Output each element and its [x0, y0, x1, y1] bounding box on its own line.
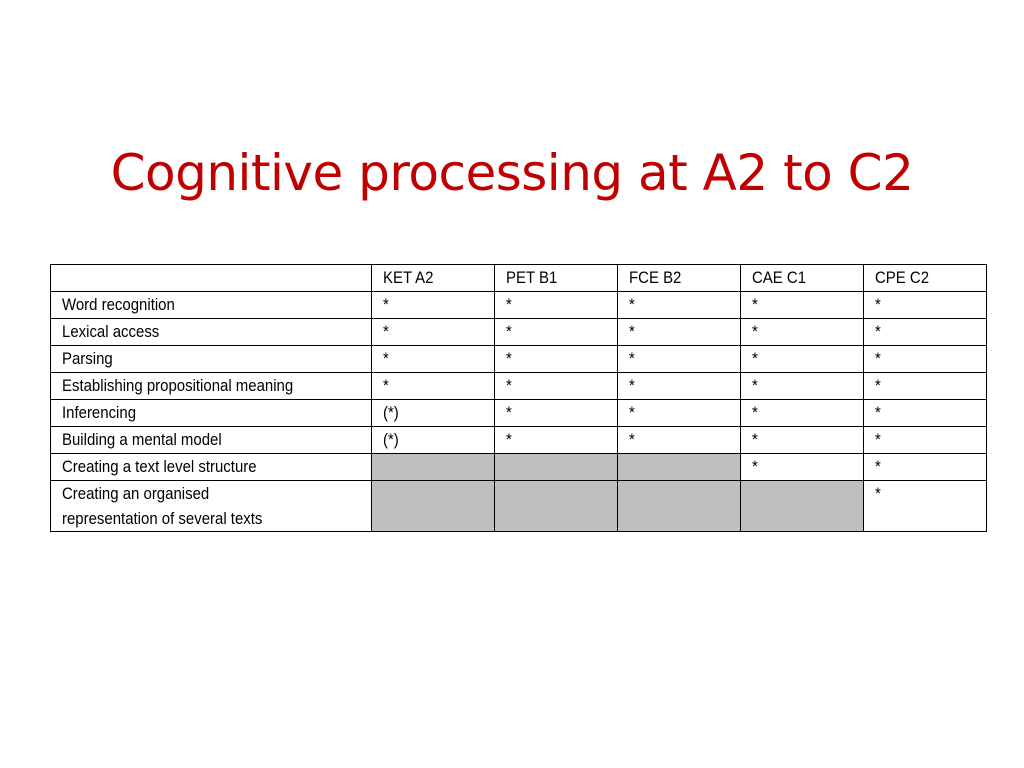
table-cell: *: [618, 373, 741, 400]
table-cell: *: [741, 373, 864, 400]
table-cell: *: [864, 373, 987, 400]
slide-title: Cognitive processing at A2 to C2: [110, 144, 914, 202]
table-cell: *: [864, 292, 987, 319]
table-cell: *: [864, 346, 987, 373]
table-cell: *: [741, 400, 864, 427]
table-row: [51, 346, 987, 373]
shaded-cell: [372, 454, 495, 481]
table-cell: *: [741, 454, 864, 481]
shaded-cell: [495, 481, 618, 532]
table-cell: *: [495, 373, 618, 400]
table-row: [51, 454, 987, 481]
shaded-cell: [618, 454, 741, 481]
row-label: Creating a text level structure: [51, 454, 372, 481]
table-cell: *: [372, 319, 495, 346]
table-cell: *: [618, 400, 741, 427]
table-cell: *: [864, 481, 987, 532]
table-cell: *: [495, 346, 618, 373]
cognitive-processing-table: [50, 264, 987, 532]
header-cell-ket-a2: KET A2: [372, 265, 495, 292]
table-cell: *: [741, 319, 864, 346]
row-label: Creating an organised representation of several texts: [51, 481, 372, 532]
table-cell: *: [618, 292, 741, 319]
table-cell: *: [495, 292, 618, 319]
table-cell: *: [372, 292, 495, 319]
shaded-cell: [372, 481, 495, 532]
row-label: Building a mental model: [51, 427, 372, 454]
table-header-row: [51, 265, 987, 292]
row-label: Lexical access: [51, 319, 372, 346]
header-cell-pet-b1: PET B1: [495, 265, 618, 292]
row-label: Establishing propositional meaning: [51, 373, 372, 400]
header-cell-cpe-c2: CPE C2: [864, 265, 987, 292]
shaded-cell: [495, 454, 618, 481]
table-row: [51, 373, 987, 400]
table-cell: *: [495, 400, 618, 427]
shaded-cell: [741, 481, 864, 532]
table-row: [51, 481, 987, 532]
table-cell: *: [372, 373, 495, 400]
table-cell: *: [618, 319, 741, 346]
header-cell-cae-c1: CAE C1: [741, 265, 864, 292]
table-cell: *: [741, 292, 864, 319]
table-cell: *: [618, 427, 741, 454]
table-cell: *: [864, 400, 987, 427]
table-cell: *: [372, 346, 495, 373]
table-row: [51, 319, 987, 346]
table-cell: *: [864, 427, 987, 454]
table-cell: *: [495, 427, 618, 454]
row-label: Inferencing: [51, 400, 372, 427]
header-cell-fce-b2: FCE B2: [618, 265, 741, 292]
row-label: Parsing: [51, 346, 372, 373]
table-cell: *: [741, 427, 864, 454]
table-cell: *: [864, 454, 987, 481]
header-cell-empty: [51, 265, 372, 292]
table-cell: (*): [372, 427, 495, 454]
table-cell: *: [618, 346, 741, 373]
table-cell: (*): [372, 400, 495, 427]
table-cell: *: [864, 319, 987, 346]
table-row: [51, 427, 987, 454]
table-row: [51, 400, 987, 427]
table-row: [51, 292, 987, 319]
row-label: Word recognition: [51, 292, 372, 319]
table-cell: *: [495, 319, 618, 346]
shaded-cell: [618, 481, 741, 532]
table-cell: *: [741, 346, 864, 373]
